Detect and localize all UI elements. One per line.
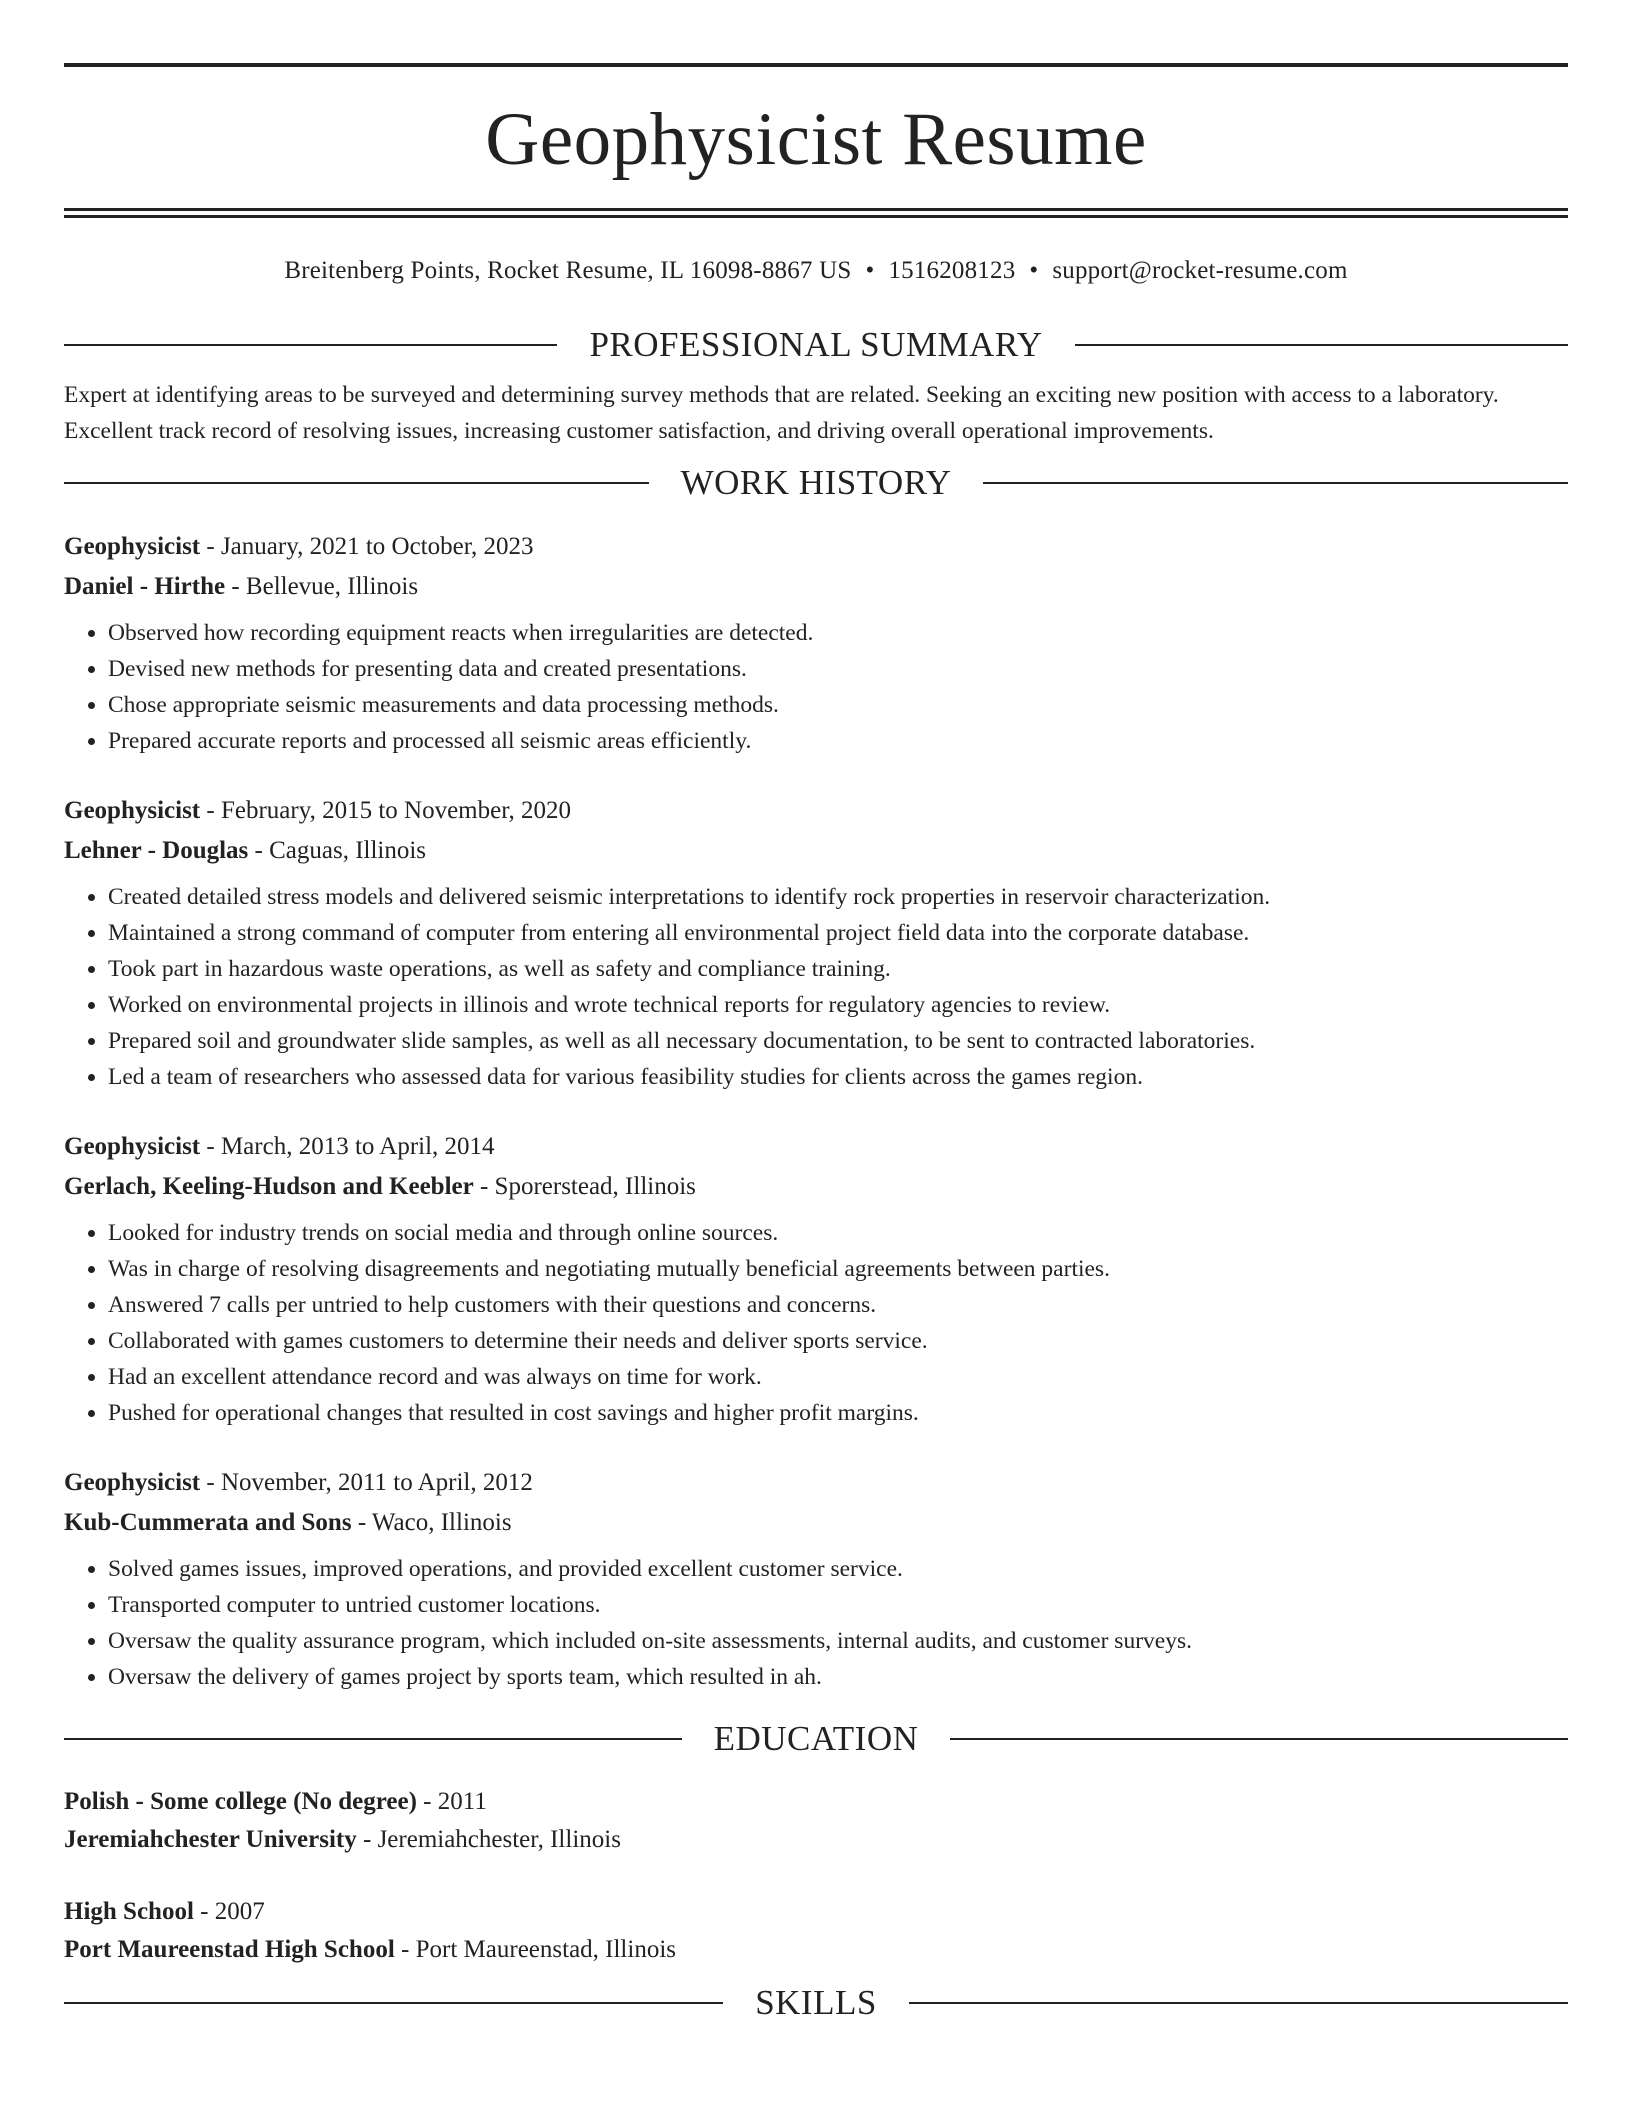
title-double-rule (64, 208, 1568, 218)
job-dates: - March, 2013 to April, 2014 (200, 1133, 495, 1160)
education-entry (64, 1893, 1568, 1969)
job-dates: - February, 2015 to November, 2020 (200, 797, 572, 824)
list-item: • Prepared accurate reports and processed all seismic areas efficiently. (108, 723, 1568, 759)
top-rule (64, 63, 1568, 67)
degree-name: Polish - Some college (No degree) (64, 1788, 417, 1815)
degree-name: High School (64, 1898, 194, 1925)
list-item: • Oversaw the quality assurance program, which included on-site assessments, internal audits, and customer surveys. (108, 1623, 1568, 1659)
employer-line (64, 831, 1568, 871)
employer-line (64, 567, 1568, 607)
list-item: • Led a team of researchers who assessed data for various feasibility studies for clients across the games region. (108, 1059, 1568, 1095)
list-item: • Had an excellent attendance record and was always on time for work. (108, 1359, 1568, 1395)
school-name: Jeremiahchester University (64, 1826, 357, 1853)
list-item: • Pushed for operational changes that resulted in cost savings and higher profit margins. (108, 1395, 1568, 1431)
section-heading-label: WORK HISTORY (680, 463, 952, 502)
section-heading-education (64, 1717, 1568, 1761)
degree-year: - 2011 (416, 1788, 487, 1815)
list-item: • Transported computer to untried customer locations. (108, 1587, 1568, 1623)
job-dates: - January, 2021 to October, 2023 (200, 533, 534, 560)
employer-location: - Caguas, Illinois (248, 837, 427, 864)
section-heading-label: EDUCATION (713, 1719, 919, 1758)
job-title: Geophysicist (64, 1469, 201, 1496)
employer-line (64, 1503, 1568, 1543)
list-item: • Created detailed stress models and delivered seismic interpretations to identify rock properties in reservoir characterization. (108, 879, 1568, 915)
resume-page (64, 0, 1568, 2025)
job-title-line (64, 791, 1568, 831)
employer-location: - Sporerstead, Illinois (473, 1173, 696, 1200)
list-item: • Oversaw the delivery of games project by sports team, which resulted in ah. (108, 1659, 1568, 1695)
job-title: Geophysicist (64, 533, 201, 560)
degree-year: - 2007 (193, 1898, 265, 1925)
job-entry (64, 1463, 1568, 1695)
contact-email: support@rocket-resume.com (1052, 257, 1348, 284)
employer-name: Gerlach, Keeling-Hudson and Keebler (64, 1173, 474, 1200)
section-heading-work (64, 461, 1568, 505)
list-item: • Chose appropriate seismic measurements and data processing methods. (108, 687, 1568, 723)
job-title-line (64, 527, 1568, 567)
school-line (64, 1931, 1568, 1969)
school-location: - Port Maureenstad, Illinois (394, 1936, 676, 1963)
professional-summary: Expert at identifying areas to be surveyed and determining survey methods that are related. Seeking an exciting new position with access to a laboratory. Excellent track record of resolving issues, increasing customer satisfaction, and driving overall operational improvements. (64, 382, 1499, 444)
job-entry (64, 791, 1568, 1095)
school-location: - Jeremiahchester, Illinois (356, 1826, 621, 1853)
section-heading-summary (64, 323, 1568, 367)
list-item: • Looked for industry trends on social media and through online sources. (108, 1215, 1568, 1251)
contact-separator: • (865, 257, 875, 284)
section-heading-label: PROFESSIONAL SUMMARY (589, 325, 1043, 364)
employer-location: - Bellevue, Illinois (225, 573, 419, 600)
education-entry (64, 1783, 1568, 1859)
employer-line (64, 1167, 1568, 1207)
list-item: • Maintained a strong command of computer from entering all environmental project field data into the corporate database. (108, 915, 1568, 951)
job-title: Geophysicist (64, 797, 201, 824)
list-item: • Took part in hazardous waste operations, as well as safety and compliance training. (108, 951, 1568, 987)
list-item: • Prepared soil and groundwater slide samples, as well as all necessary documentation, to be sent to contracted laboratories. (108, 1023, 1568, 1059)
degree-line (64, 1783, 1568, 1821)
job-bullets (64, 615, 1568, 759)
job-bullets (64, 1551, 1568, 1695)
job-bullets (64, 879, 1568, 1095)
job-dates: - November, 2011 to April, 2012 (200, 1469, 533, 1496)
page-title: Geophysicist Resume (485, 98, 1147, 181)
contact-phone: 1516208123 (888, 257, 1016, 284)
employer-name: Daniel - Hirthe (64, 573, 226, 600)
section-heading-skills (64, 1981, 1568, 2025)
job-title-line (64, 1127, 1568, 1167)
school-name: Port Maureenstad High School (64, 1936, 395, 1963)
section-heading-label: SKILLS (755, 1983, 877, 2022)
list-item: • Solved games issues, improved operations, and provided excellent customer service. (108, 1551, 1568, 1587)
degree-line (64, 1893, 1568, 1931)
list-item: • Collaborated with games customers to determine their needs and deliver sports service. (108, 1323, 1568, 1359)
employer-name: Kub-Cummerata and Sons (64, 1509, 352, 1536)
job-title-line (64, 1463, 1568, 1503)
school-line (64, 1821, 1568, 1859)
job-entry (64, 527, 1568, 759)
list-item: • Answered 7 calls per untried to help customers with their questions and concerns. (108, 1287, 1568, 1323)
contact-separator: • (1029, 257, 1039, 284)
list-item: • Devised new methods for presenting data and created presentations. (108, 651, 1568, 687)
contact-address: Breitenberg Points, Rocket Resume, IL 16098-8867 US (284, 257, 852, 284)
job-entry (64, 1127, 1568, 1431)
employer-name: Lehner - Douglas (64, 837, 249, 864)
job-title: Geophysicist (64, 1133, 201, 1160)
list-item: • Was in charge of resolving disagreements and negotiating mutually beneficial agreements between parties. (108, 1251, 1568, 1287)
list-item: • Observed how recording equipment reacts when irregularities are detected. (108, 615, 1568, 651)
list-item: • Worked on environmental projects in illinois and wrote technical reports for regulatory agencies to review. (108, 987, 1568, 1023)
employer-location: - Waco, Illinois (351, 1509, 512, 1536)
job-bullets (64, 1215, 1568, 1431)
contact-line (64, 254, 1568, 294)
